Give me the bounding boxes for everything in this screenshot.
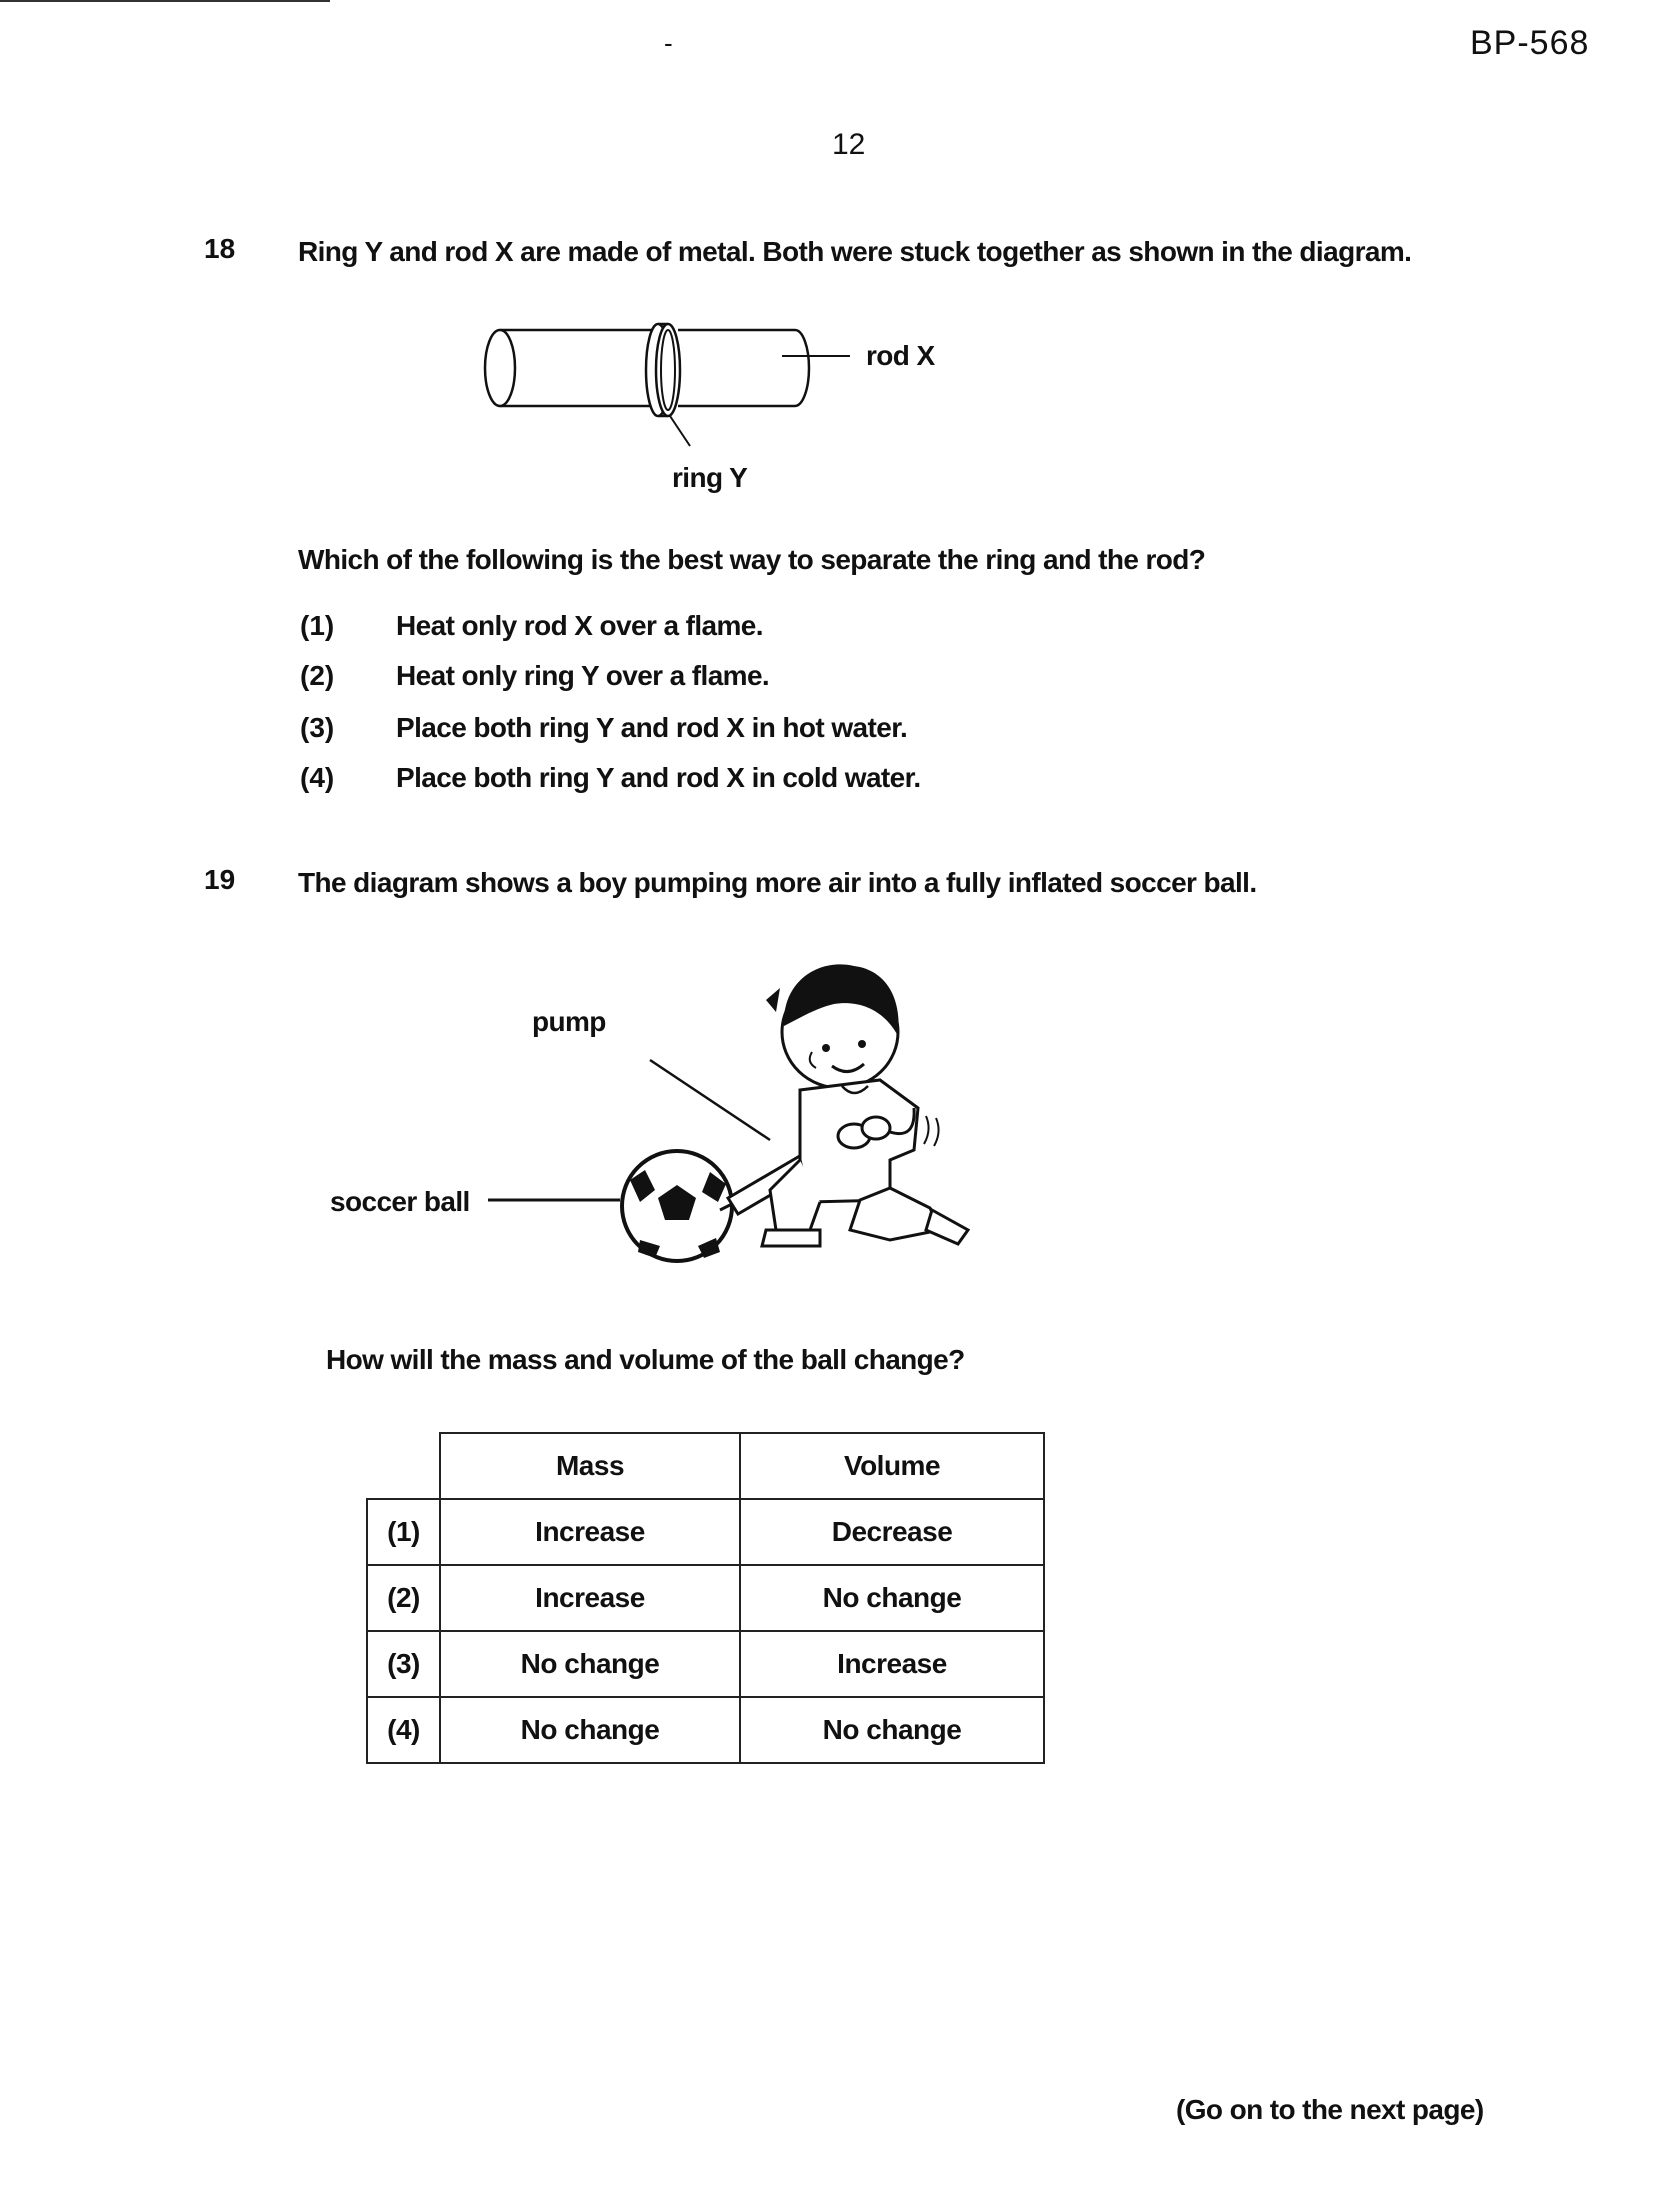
q18-option-2-text: Heat only ring Y over a flame. xyxy=(396,660,770,691)
top-mark: - xyxy=(664,28,673,58)
table-row xyxy=(367,1499,1044,1565)
volume-cell: No change xyxy=(740,1565,1044,1631)
mass-cell: Increase xyxy=(440,1565,740,1631)
table-row xyxy=(367,1697,1044,1763)
question-18-text: Ring Y and rod X are made of metal. Both were stuck together as shown in the diagram. xyxy=(298,236,1412,267)
table-row xyxy=(367,1565,1044,1631)
answer-table xyxy=(366,1432,1045,1764)
q18-option-4-text: Place both ring Y and rod X in cold water. xyxy=(396,762,921,793)
page-number: 12 xyxy=(832,128,866,161)
question-19-number: 19 xyxy=(204,864,236,895)
question-18-number: 18 xyxy=(204,233,236,264)
q18-option-1-text: Heat only rod X over a flame. xyxy=(396,610,763,641)
mass-cell: No change xyxy=(440,1697,740,1763)
question-18-prompt: Which of the following is the best way to separate the ring and the rod? xyxy=(298,544,1206,575)
volume-cell: Increase xyxy=(740,1631,1044,1697)
row-number: (3) xyxy=(367,1631,440,1697)
table-header-row xyxy=(367,1433,1044,1499)
question-19-prompt: How will the mass and volume of the ball change? xyxy=(326,1344,965,1375)
footer-next-page: (Go on to the next page) xyxy=(1176,2094,1484,2125)
volume-cell: Decrease xyxy=(740,1499,1044,1565)
rod-x-label: rod X xyxy=(866,340,935,371)
document-code: BP-568 xyxy=(1470,24,1590,62)
q18-option-4-number: (4) xyxy=(300,762,335,793)
pump-label: pump xyxy=(532,1006,606,1037)
table-row xyxy=(367,1631,1044,1697)
q18-option-2-number: (2) xyxy=(300,660,335,691)
mass-cell: Increase xyxy=(440,1499,740,1565)
row-number: (2) xyxy=(367,1565,440,1631)
row-number: (1) xyxy=(367,1499,440,1565)
top-edge-line xyxy=(0,0,330,2)
q18-option-3-number: (3) xyxy=(300,712,335,743)
column-header-mass: Mass xyxy=(440,1433,740,1499)
soccer-ball-label: soccer ball xyxy=(330,1186,470,1217)
mass-cell: No change xyxy=(440,1631,740,1697)
q18-option-3-text: Place both ring Y and rod X in hot water. xyxy=(396,712,908,743)
question-19-text: The diagram shows a boy pumping more air into a fully inflated soccer ball. xyxy=(298,867,1257,898)
q18-option-1-number: (1) xyxy=(300,610,335,641)
boy-pumping-ball-illustration xyxy=(470,940,1010,1300)
column-header-volume: Volume xyxy=(740,1433,1044,1499)
volume-cell: No change xyxy=(740,1697,1044,1763)
ring-y-label: ring Y xyxy=(672,462,748,493)
row-number: (4) xyxy=(367,1697,440,1763)
table-corner-cell xyxy=(367,1433,440,1499)
